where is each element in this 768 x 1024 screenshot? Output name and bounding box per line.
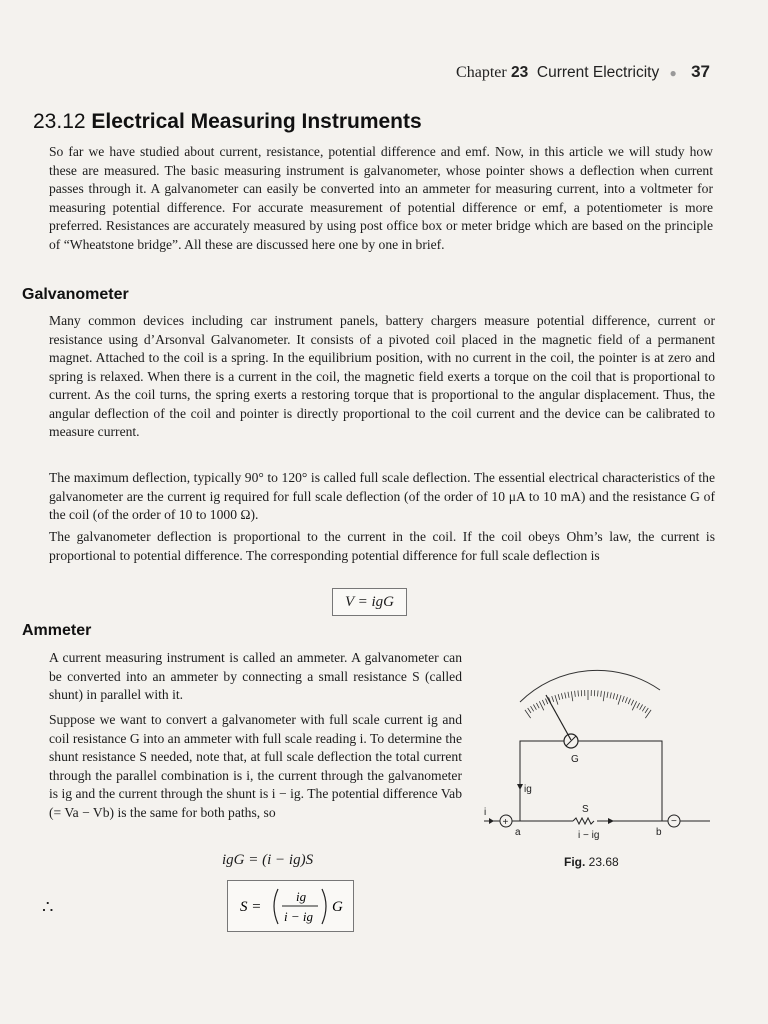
scale-tick xyxy=(552,696,554,702)
running-header xyxy=(456,62,710,82)
equation-shunt-resistance xyxy=(227,880,354,932)
scale-tick xyxy=(618,695,621,705)
header-separator-dot: ● xyxy=(669,66,677,80)
formula-lhs: S = xyxy=(240,899,262,915)
scale-tick xyxy=(616,694,618,700)
figure-caption xyxy=(564,855,619,869)
scale-tick xyxy=(607,692,608,698)
scale-tick xyxy=(561,693,562,699)
galvanometer-pointer xyxy=(546,695,571,740)
formula-denominator: i − ig xyxy=(284,909,313,924)
galvanometer-paragraph-3: The galvanometer deflection is proportional to the current in the coil. If the coil obeys Ohm’s law, the current is proportional to potential difference. The corresponding potential difference for full scale deflection is xyxy=(49,529,715,563)
ammeter-paragraph-1: A current measuring instrument is called an ammeter. A galvanometer can be converted into an ammeter by connecting a small resistance S (called shunt) in parallel with it. xyxy=(49,650,462,702)
label-plus: + xyxy=(502,817,509,828)
scale-arc xyxy=(520,670,660,702)
ammeter-circuit-figure xyxy=(478,640,718,850)
scale-tick xyxy=(575,691,576,697)
scale-tick xyxy=(622,696,624,702)
scale-tick xyxy=(539,701,543,710)
scale-tick xyxy=(571,691,573,701)
wire-right-top xyxy=(578,741,662,821)
scale-tick xyxy=(628,699,630,705)
shunt-resistor-icon xyxy=(573,818,594,824)
page-number: 37 xyxy=(691,62,710,81)
scale-tick xyxy=(601,691,602,697)
shunt-formula-svg xyxy=(228,881,353,931)
galvanometer-arrow xyxy=(566,736,576,746)
label-g: G xyxy=(571,754,579,765)
scale-tick xyxy=(578,690,579,696)
chapter-word: Chapter xyxy=(456,64,507,81)
ig-arrow-icon xyxy=(517,784,523,790)
input-current-arrow-icon xyxy=(489,818,494,824)
galvanometer-paragraph-2: The maximum deflection, typically 90° to 120° is called full scale deflection. The essential electrical characteristics of the galvanometer are the current ig required for full scale deflection (of the order of 10 μA to 10 mA) and the resistance G of the coil (of the order of 10 to 1000 Ω). xyxy=(49,470,715,522)
label-a: a xyxy=(515,827,521,838)
scale-tick xyxy=(631,700,633,705)
chapter-number: 23 xyxy=(511,64,529,81)
scale-tick xyxy=(613,693,614,699)
ammeter-heading: Ammeter xyxy=(22,622,92,639)
scale-ticks xyxy=(525,690,651,718)
scale-tick xyxy=(632,701,636,710)
scale-tick xyxy=(625,697,627,703)
scale-tick xyxy=(542,700,544,705)
formula-numerator: ig xyxy=(296,889,307,904)
therefore-symbol: ∴ xyxy=(42,897,54,917)
label-s: S xyxy=(582,804,589,815)
wire-left-top xyxy=(520,741,564,821)
scale-tick xyxy=(645,708,648,713)
scale-tick xyxy=(558,694,560,700)
scale-tick xyxy=(555,695,558,705)
scale-tick xyxy=(603,691,605,701)
scale-tick xyxy=(565,693,566,699)
scale-tick xyxy=(568,692,569,698)
scale-tick xyxy=(642,706,645,711)
scale-tick xyxy=(533,704,536,709)
section-heading xyxy=(33,110,422,134)
label-i: i xyxy=(484,807,487,818)
label-b: b xyxy=(656,827,662,838)
galvanometer-paragraph-1: Many common devices including car instrument panels, battery chargers measure potential difference, current or resistance using d’Arsonval Galvanometer. It consists of a pivoted coil placed in the magnetic field of a permanent magnet. Attached to the coil is a spring. In the equilibrium position, with no current in the coil, the pointer is at zero and spring is relaxed. When there is a current in the coil, the magnetic field exerts a torque on the coil that is proportional to current. As the coil turns, the spring exerts a restoring torque that is proportional to the angular displacement. Thus, the angular deflection of the coil and pointer is directly proportional to the coil current and the device can be calibrated to measure current. xyxy=(49,313,715,439)
scale-tick xyxy=(610,693,611,699)
right-paren xyxy=(322,889,326,924)
scale-tick xyxy=(640,704,643,709)
scale-tick xyxy=(545,699,547,705)
section-number: 23.12 xyxy=(33,110,86,133)
scale-tick xyxy=(637,703,640,708)
label-i-minus-ig: i − ig xyxy=(578,830,600,841)
equation-shunt-balance: igG = (i − ig)S xyxy=(222,852,314,868)
section-title: Electrical Measuring Instruments xyxy=(91,110,422,133)
label-minus: − xyxy=(671,816,677,827)
intro-paragraph: So far we have studied about current, resistance, potential difference and emf. Now, in this article we will study how these are measured. The basic measuring instrument is galvanometer, whose pointer shows a deflection when current passes through it. A galvanometer can easily be converted into an ammeter for measuring current, into a voltmeter for measuring potential difference. For accurate measurement of potential difference or emf, a potentiometer is more preferred. Resistances are accurately measured by using post office box or meter bridge which are based on the principle of “Wheatstone bridge”. All these are discussed here one by one in brief. xyxy=(49,144,713,252)
ammeter-paragraph-2: Suppose we want to convert a galvanometer with full scale current ig and coil resistance G into an ammeter with full scale reading i. To determine the shunt resistance S needed, note that, at full scale deflection the total current through the parallel combination is i, the current through the galvanometer is ig and the current through the shunt is i − ig. The potential difference Vab (= Va − Vb) is the same for both paths, so xyxy=(49,712,462,820)
scale-tick xyxy=(598,690,599,696)
shunt-current-arrow-icon xyxy=(608,818,614,824)
caption-number: 23.68 xyxy=(588,855,619,869)
galvanometer-heading: Galvanometer xyxy=(22,286,129,303)
left-paren xyxy=(274,889,278,924)
scale-tick xyxy=(531,706,534,711)
chapter-title: Current Electricity xyxy=(536,64,660,81)
scale-tick xyxy=(536,703,539,708)
caption-label: Fig. xyxy=(564,855,586,869)
equation-v-igg: V = igG xyxy=(332,588,407,616)
scale-tick xyxy=(528,708,531,713)
label-ig: ig xyxy=(524,784,532,795)
formula-rhs: G xyxy=(332,899,343,915)
